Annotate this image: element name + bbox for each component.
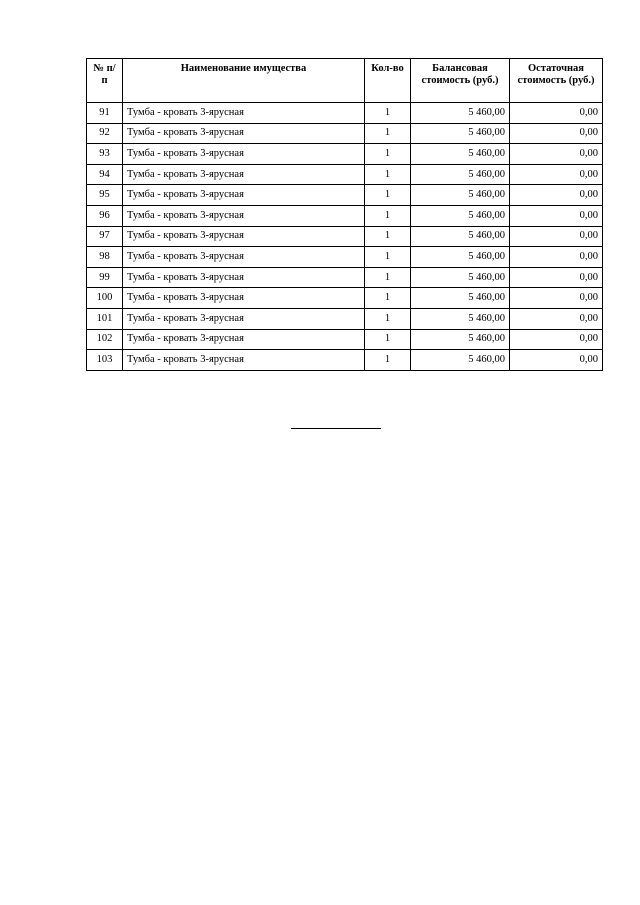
cell-num: 97 (87, 226, 123, 247)
cell-num: 103 (87, 350, 123, 371)
cell-residual: 0,00 (510, 144, 603, 165)
cell-name: Тумба - кровать 3-ярусная (123, 247, 365, 268)
cell-name: Тумба - кровать 3-ярусная (123, 308, 365, 329)
cell-num: 101 (87, 308, 123, 329)
cell-balance: 5 460,00 (411, 288, 510, 309)
cell-residual: 0,00 (510, 205, 603, 226)
header-balance: Балансовая стоимость (руб.) (411, 59, 510, 103)
table-row (87, 144, 603, 165)
cell-name: Тумба - кровать 3-ярусная (123, 329, 365, 350)
cell-qty: 1 (365, 164, 411, 185)
table-row (87, 267, 603, 288)
cell-qty: 1 (365, 288, 411, 309)
cell-residual: 0,00 (510, 350, 603, 371)
cell-name: Тумба - кровать 3-ярусная (123, 164, 365, 185)
cell-residual: 0,00 (510, 123, 603, 144)
table-row (87, 247, 603, 268)
cell-num: 98 (87, 247, 123, 268)
cell-balance: 5 460,00 (411, 103, 510, 124)
cell-name: Тумба - кровать 3-ярусная (123, 185, 365, 206)
cell-residual: 0,00 (510, 308, 603, 329)
table-row (87, 329, 603, 350)
cell-balance: 5 460,00 (411, 185, 510, 206)
cell-num: 100 (87, 288, 123, 309)
cell-num: 91 (87, 103, 123, 124)
cell-residual: 0,00 (510, 288, 603, 309)
cell-num: 99 (87, 267, 123, 288)
cell-name: Тумба - кровать 3-ярусная (123, 205, 365, 226)
table-header-row (87, 59, 603, 103)
cell-num: 94 (87, 164, 123, 185)
cell-qty: 1 (365, 144, 411, 165)
cell-name: Тумба - кровать 3-ярусная (123, 144, 365, 165)
table-row (87, 350, 603, 371)
cell-qty: 1 (365, 205, 411, 226)
cell-residual: 0,00 (510, 164, 603, 185)
separator-line (291, 428, 381, 429)
cell-qty: 1 (365, 267, 411, 288)
cell-residual: 0,00 (510, 185, 603, 206)
cell-balance: 5 460,00 (411, 247, 510, 268)
table-row (87, 164, 603, 185)
cell-balance: 5 460,00 (411, 329, 510, 350)
cell-num: 92 (87, 123, 123, 144)
cell-name: Тумба - кровать 3-ярусная (123, 288, 365, 309)
cell-qty: 1 (365, 329, 411, 350)
cell-name: Тумба - кровать 3-ярусная (123, 350, 365, 371)
cell-num: 96 (87, 205, 123, 226)
table-row (87, 226, 603, 247)
header-qty: Кол-во (365, 59, 411, 103)
cell-qty: 1 (365, 247, 411, 268)
cell-num: 95 (87, 185, 123, 206)
table-row (87, 308, 603, 329)
table-row (87, 103, 603, 124)
header-residual: Остаточная стоимость (руб.) (510, 59, 603, 103)
cell-num: 93 (87, 144, 123, 165)
table-row (87, 185, 603, 206)
cell-residual: 0,00 (510, 103, 603, 124)
cell-qty: 1 (365, 350, 411, 371)
table-row (87, 288, 603, 309)
cell-qty: 1 (365, 308, 411, 329)
cell-balance: 5 460,00 (411, 267, 510, 288)
table-row (87, 205, 603, 226)
cell-balance: 5 460,00 (411, 123, 510, 144)
property-table (86, 58, 603, 371)
cell-balance: 5 460,00 (411, 164, 510, 185)
cell-balance: 5 460,00 (411, 308, 510, 329)
cell-residual: 0,00 (510, 247, 603, 268)
header-num: № п/п (87, 59, 123, 103)
cell-qty: 1 (365, 185, 411, 206)
cell-residual: 0,00 (510, 226, 603, 247)
header-name: Наименование имущества (123, 59, 365, 103)
table-row (87, 123, 603, 144)
cell-name: Тумба - кровать 3-ярусная (123, 123, 365, 144)
cell-balance: 5 460,00 (411, 350, 510, 371)
cell-balance: 5 460,00 (411, 226, 510, 247)
cell-qty: 1 (365, 123, 411, 144)
cell-balance: 5 460,00 (411, 205, 510, 226)
cell-balance: 5 460,00 (411, 144, 510, 165)
cell-name: Тумба - кровать 3-ярусная (123, 226, 365, 247)
cell-qty: 1 (365, 103, 411, 124)
cell-qty: 1 (365, 226, 411, 247)
cell-num: 102 (87, 329, 123, 350)
cell-name: Тумба - кровать 3-ярусная (123, 103, 365, 124)
cell-name: Тумба - кровать 3-ярусная (123, 267, 365, 288)
cell-residual: 0,00 (510, 329, 603, 350)
cell-residual: 0,00 (510, 267, 603, 288)
